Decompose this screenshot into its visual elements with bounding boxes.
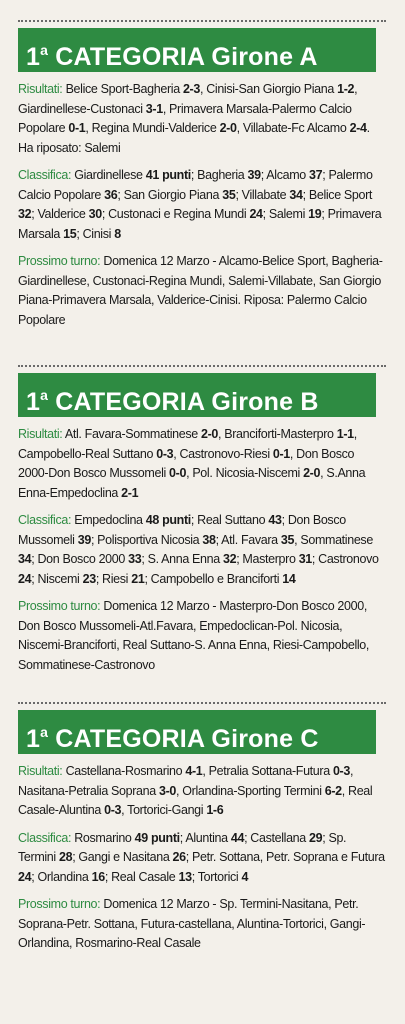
text-segment: Belice Sport-Bagheria bbox=[65, 82, 183, 96]
text-segment: ; Real Casale bbox=[104, 869, 179, 884]
text-segment: , Pol. Nicosia-Niscemi bbox=[186, 466, 304, 480]
text-segment: Domenica 12 Marzo - Alcamo-Belice Sport, Bagheria-Giardinellese, Custonaci-Regina Mundi, Salemi-Villabate, San Giorgio Piana-Primavera Marsala, Valderice-Cinisi. Riposa: Palermo Calcio Popolare bbox=[18, 254, 383, 327]
text-segment: . Ha riposato: Salemi bbox=[18, 121, 370, 155]
bold-value: 8 bbox=[114, 226, 121, 241]
bold-value: 26 bbox=[172, 850, 186, 864]
bold-value: 0-3 bbox=[156, 446, 174, 461]
text-segment: Rosmarino bbox=[74, 830, 135, 845]
bold-value: 24 bbox=[249, 207, 263, 221]
section-title bbox=[18, 710, 376, 754]
text-segment: ; Atl. Favara bbox=[215, 532, 281, 547]
classifica-text bbox=[18, 513, 379, 586]
text-segment: Domenica 12 Marzo - Sp. Termini-Nasitana, Petr. Soprana-Petr. Sottana, Futura-castellana, Aluntina-Tortorici, Gangi-Orlandina, Rosmarino-Real Casale bbox=[18, 897, 366, 950]
text-segment: , Petralia Sottana-Futura bbox=[202, 764, 333, 778]
bold-value: 33 bbox=[128, 552, 142, 566]
bold-value: 0-1 bbox=[272, 446, 290, 461]
title-text: CATEGORIA Girone C bbox=[55, 725, 319, 753]
dotted-separator bbox=[18, 702, 386, 704]
prossimo-label: Prossimo turno: bbox=[18, 254, 101, 268]
title-ordinal: a bbox=[40, 387, 49, 403]
bold-value: 3-0 bbox=[159, 783, 177, 798]
prossimo-block bbox=[18, 895, 386, 954]
bold-value: 3-1 bbox=[145, 101, 163, 116]
title-number: 1 bbox=[26, 725, 41, 753]
text-segment: , Villabate-Fc Alcamo bbox=[236, 121, 350, 135]
dotted-separator bbox=[18, 20, 386, 22]
text-segment: ; Sp. Termini bbox=[18, 830, 347, 864]
bold-value: 2-0 bbox=[303, 466, 321, 480]
classifica-text bbox=[18, 831, 385, 884]
bold-value: 32 bbox=[222, 552, 237, 566]
title-number: 1 bbox=[26, 388, 41, 416]
classifica-label: Classifica: bbox=[18, 513, 72, 527]
bold-value: 38 bbox=[202, 532, 216, 547]
bold-value: 49 punti bbox=[134, 830, 180, 845]
title-text: CATEGORIA Girone B bbox=[55, 388, 319, 416]
prossimo-label: Prossimo turno: bbox=[18, 599, 101, 613]
classifica-block bbox=[18, 166, 386, 244]
classifica-label: Classifica: bbox=[18, 168, 72, 182]
text-segment: , Branciforti-Masterpro bbox=[218, 427, 337, 441]
bold-value: 19 bbox=[308, 207, 322, 221]
bold-value: 30 bbox=[88, 207, 102, 221]
section-girone-c bbox=[14, 702, 386, 954]
bold-value: 1-6 bbox=[206, 803, 224, 817]
risultati-block bbox=[18, 762, 386, 821]
text-segment: ; Campobello e Branciforti bbox=[144, 571, 283, 586]
bold-value: 0-3 bbox=[332, 764, 350, 778]
bold-value: 35 bbox=[222, 187, 236, 202]
bold-value: 34 bbox=[18, 552, 32, 566]
bold-value: 24 bbox=[18, 869, 32, 884]
text-segment: Giardinellese bbox=[74, 168, 146, 182]
dotted-separator bbox=[18, 365, 386, 367]
text-segment: ; Salemi bbox=[262, 207, 309, 221]
text-segment: ; Primavera Marsala bbox=[18, 207, 382, 241]
bold-value: 1-1 bbox=[336, 427, 354, 441]
bold-value: 4-1 bbox=[185, 764, 203, 778]
text-segment: , Primavera Marsala-Palermo Calcio Popolare bbox=[18, 101, 352, 135]
bold-value: 2-1 bbox=[121, 485, 139, 500]
title-ordinal: a bbox=[40, 42, 49, 58]
text-segment: ; Masterpro bbox=[236, 552, 299, 566]
text-segment: ; Belice Sport bbox=[302, 187, 373, 202]
section-title bbox=[18, 373, 376, 417]
text-segment: , Campobello-Real Suttano bbox=[18, 427, 357, 461]
bold-value: 15 bbox=[63, 226, 77, 241]
risultati-label: Risultati: bbox=[18, 82, 63, 96]
bold-value: 2-4 bbox=[349, 121, 367, 135]
bold-value: 39 bbox=[77, 532, 91, 547]
risultati-label: Risultati: bbox=[18, 427, 63, 441]
text-segment: , Cinisi-San Giorgio Piana bbox=[199, 82, 338, 96]
classifica-label: Classifica: bbox=[18, 830, 72, 845]
text-segment: ; Polisportiva Nicosia bbox=[90, 532, 203, 547]
text-segment: , Giardinellese-Custonaci bbox=[18, 82, 358, 116]
bold-value: 37 bbox=[308, 168, 323, 182]
section-title bbox=[18, 28, 376, 72]
text-segment: ; Villabate bbox=[235, 187, 290, 202]
risultati-block bbox=[18, 80, 386, 158]
risultati-block bbox=[18, 425, 386, 503]
bold-value: 2-3 bbox=[182, 82, 200, 96]
text-segment: , Don Bosco 2000-Don Bosco Mussomeli bbox=[18, 446, 355, 480]
bold-value: 31 bbox=[298, 552, 312, 566]
risultati-text bbox=[18, 764, 372, 817]
text-segment: ; Real Suttano bbox=[190, 513, 269, 527]
bold-value: 34 bbox=[289, 187, 303, 202]
text-segment: ; Niscemi bbox=[31, 571, 83, 586]
bold-value: 32 bbox=[18, 207, 32, 221]
bold-value: 41 punti bbox=[145, 168, 191, 182]
text-segment: ; Riesi bbox=[95, 571, 132, 586]
risultati-label: Risultati: bbox=[18, 764, 63, 778]
text-segment: , Tortorici-Gangi bbox=[121, 803, 207, 817]
text-segment: , Sommatinese bbox=[294, 532, 373, 547]
bold-value: 2-0 bbox=[200, 427, 219, 441]
text-segment: ; Don Bosco 2000 bbox=[31, 552, 129, 566]
bold-value: 16 bbox=[91, 869, 105, 884]
text-segment: ; Don Bosco Mussomeli bbox=[18, 513, 346, 547]
title-text: CATEGORIA Girone A bbox=[55, 43, 318, 71]
text-segment: ; San Giorgio Piana bbox=[117, 187, 223, 202]
bold-value: 24 bbox=[18, 571, 32, 586]
text-segment: ; Orlandina bbox=[31, 869, 92, 884]
bold-value: 21 bbox=[131, 571, 145, 586]
prossimo-block bbox=[18, 597, 386, 675]
text-segment: ; Gangi e Nasitana bbox=[72, 850, 173, 864]
text-segment: , Orlandina-Sporting Termini bbox=[176, 783, 325, 798]
classifica-block bbox=[18, 511, 386, 589]
text-segment: , S.Anna Enna-Empedoclina bbox=[18, 466, 366, 500]
text-segment: Empedoclina bbox=[74, 513, 146, 527]
text-segment: ; Palermo Calcio Popolare bbox=[18, 168, 373, 202]
bold-value: 28 bbox=[58, 850, 73, 864]
bold-value: 14 bbox=[282, 571, 296, 586]
text-segment: ; Valderice bbox=[31, 207, 89, 221]
text-segment: , Regina Mundi-Valderice bbox=[85, 121, 220, 135]
text-segment: Castellana-Rosmarino bbox=[65, 764, 186, 778]
bold-value: 29 bbox=[309, 830, 323, 845]
bold-value: 39 bbox=[247, 168, 261, 182]
section-girone-a bbox=[14, 20, 386, 330]
risultati-text bbox=[18, 427, 365, 500]
bold-value: 0-1 bbox=[68, 121, 86, 135]
classifica-text bbox=[18, 168, 381, 241]
bold-value: 6-2 bbox=[324, 783, 342, 798]
title-number: 1 bbox=[26, 43, 41, 71]
bold-value: 13 bbox=[178, 869, 192, 884]
bold-value: 1-2 bbox=[337, 82, 355, 96]
text-segment: ; Tortorici bbox=[191, 869, 242, 884]
prossimo-label: Prossimo turno: bbox=[18, 897, 101, 911]
text-segment: Domenica 12 Marzo - Masterpro-Don Bosco 2000, Don Bosco Mussomeli-Atl.Favara, Empedoclican-Pol. Nicosia, Niscemi-Branciforti, Real Suttano-S. Anna Enna, Riesi-Campobello, Sommatinese-Castronovo bbox=[18, 599, 370, 672]
text-segment: , Real Casale-Aluntina bbox=[18, 783, 373, 817]
bold-value: 2-0 bbox=[219, 121, 237, 135]
text-segment: Atl. Favara-Sommatinese bbox=[64, 427, 201, 441]
text-segment: ; S. Anna Enna bbox=[141, 552, 223, 566]
bold-value: 43 bbox=[268, 513, 282, 527]
bold-value: 35 bbox=[280, 532, 295, 547]
prossimo-block bbox=[18, 252, 386, 330]
classifica-block bbox=[18, 829, 386, 888]
text-segment: ; Bagheria bbox=[190, 168, 248, 182]
text-segment: ; Custonaci e Regina Mundi bbox=[101, 207, 250, 221]
text-segment: ; Castronovo bbox=[311, 552, 379, 566]
text-segment: , Castronovo-Riesi bbox=[173, 446, 273, 461]
bold-value: 36 bbox=[104, 187, 118, 202]
bold-value: 4 bbox=[241, 869, 249, 884]
text-segment: ; Alcamo bbox=[260, 168, 309, 182]
text-segment: ; Castellana bbox=[244, 830, 309, 845]
title-ordinal: a bbox=[40, 724, 49, 740]
section-girone-b bbox=[14, 365, 386, 675]
bold-value: 0-0 bbox=[169, 466, 187, 480]
text-segment: , Nasitana-Petralia Soprana bbox=[18, 764, 354, 798]
bold-value: 23 bbox=[82, 571, 96, 586]
text-segment: ; Petr. Sottana, Petr. Soprana e Futura bbox=[185, 850, 385, 864]
bold-value: 0-3 bbox=[104, 803, 122, 817]
risultati-text bbox=[18, 82, 370, 155]
text-segment: ; Aluntina bbox=[179, 830, 231, 845]
text-segment: ; Cinisi bbox=[76, 226, 115, 241]
bold-value: 48 punti bbox=[145, 513, 191, 527]
bold-value: 44 bbox=[230, 830, 245, 845]
